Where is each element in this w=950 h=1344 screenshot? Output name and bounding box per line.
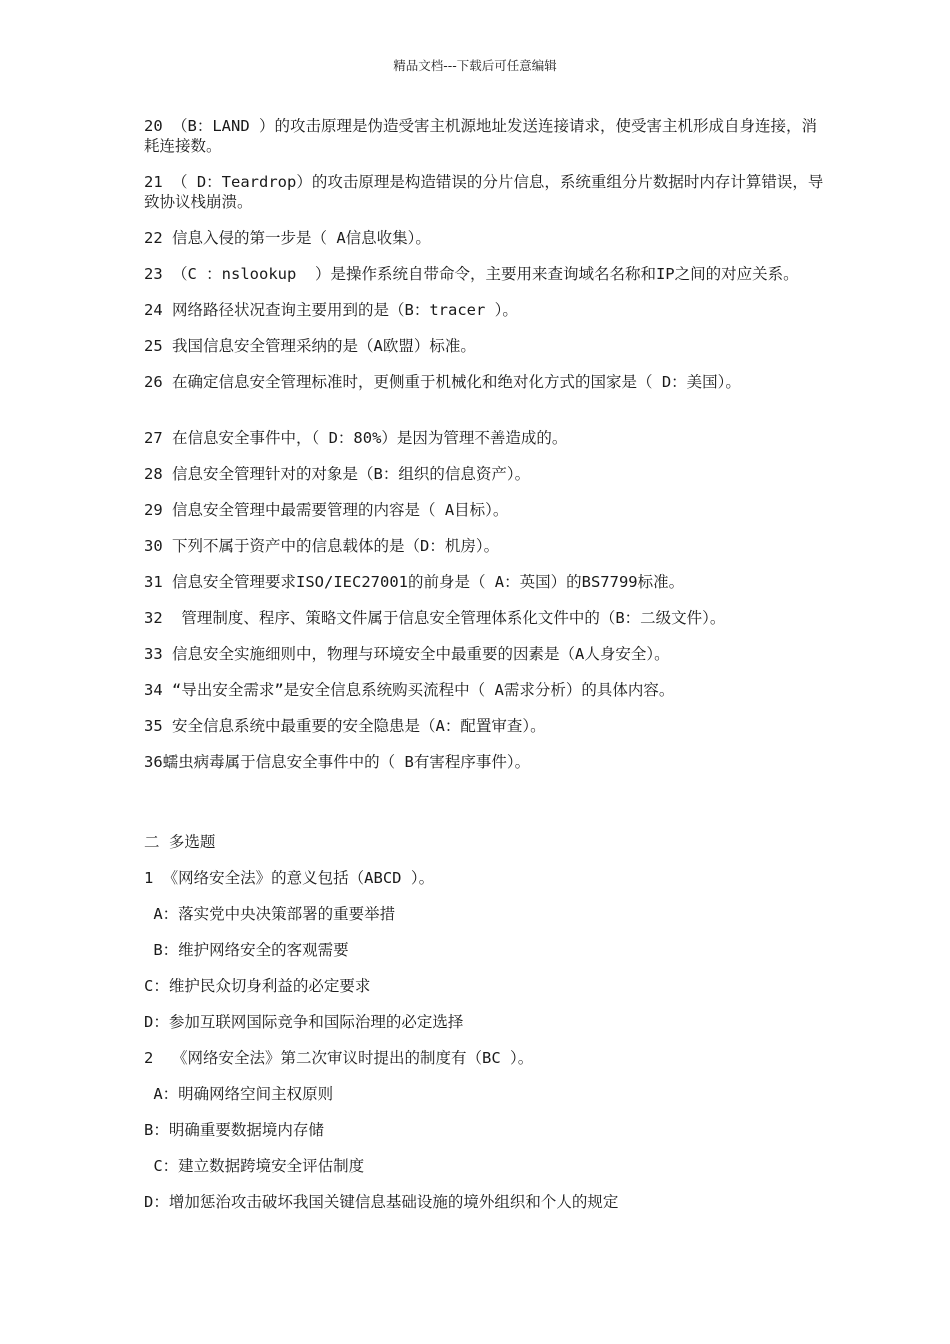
question-33: 33 信息安全实施细则中，物理与环境安全中最重要的因素是（A人身安全）。 xyxy=(144,645,670,663)
question-28: 28 信息安全管理针对的对象是（B：组织的信息资产）。 xyxy=(144,465,531,483)
question-35: 35 安全信息系统中最重要的安全隐患是（A：配置审查）。 xyxy=(144,717,546,735)
section-title-multi-choice: 二 多选题 xyxy=(144,833,216,851)
question-31: 31 信息安全管理要求ISO/IEC27001的前身是（ A：英国）的BS7799标准。 xyxy=(144,573,685,591)
question-20: 20 （B：LAND ）的攻击原理是伪造受害主机源地址发送连接请求，使受害主机形成自身连接，消耗连接数。 xyxy=(144,117,817,155)
multi-question-2-option-d: D：增加惩治攻击破坏我国关键信息基础设施的境外组织和个人的规定 xyxy=(144,1193,619,1211)
question-21: 21 （ D：Teardrop）的攻击原理是构造错误的分片信息，系统重组分片数据时内存计算错误，导致协议栈崩溃。 xyxy=(144,173,824,211)
question-29: 29 信息安全管理中最需要管理的内容是（ A目标）。 xyxy=(144,501,509,519)
multi-question-2-option-c: C：建立数据跨境安全评估制度 xyxy=(144,1157,365,1175)
page-header: 精品文档---下载后可任意编辑 xyxy=(393,58,557,73)
question-34: 34 “导出安全需求”是安全信息系统购买流程中（ A需求分析）的具体内容。 xyxy=(144,681,675,699)
question-32: 32 管理制度、程序、策略文件属于信息安全管理体系化文件中的（B：二级文件）。 xyxy=(144,609,726,627)
multi-question-1-option-c: C：维护民众切身利益的必定要求 xyxy=(144,977,371,995)
question-30: 30 下列不属于资产中的信息载体的是（D：机房）。 xyxy=(144,537,500,555)
multi-question-2-option-a: A：明确网络空间主权原则 xyxy=(144,1085,334,1103)
question-25: 25 我国信息安全管理采纳的是（A欧盟）标准。 xyxy=(144,337,476,355)
multi-question-1-stem: 1 《网络安全法》的意义包括（ABCD ）。 xyxy=(144,869,435,887)
multi-question-1-option-b: B：维护网络安全的客观需要 xyxy=(144,941,349,959)
multi-question-1-option-a: A：落实党中央决策部署的重要举措 xyxy=(144,905,396,923)
question-23: 23 （C ：nslookup ）是操作系统自带命令，主要用来查询域名名称和IP之间的对应关系。 xyxy=(144,265,799,283)
question-26: 26 在确定信息安全管理标准时，更侧重于机械化和绝对化方式的国家是（ D：美国）。 xyxy=(144,373,741,391)
question-36: 36蠕虫病毒属于信息安全事件中的（ B有害程序事件）。 xyxy=(144,753,531,771)
question-22: 22 信息入侵的第一步是（ A信息收集）。 xyxy=(144,229,431,247)
question-24: 24 网络路径状况查询主要用到的是（B：tracer ）。 xyxy=(144,301,518,319)
question-27: 27 在信息安全事件中，（ D：80%）是因为管理不善造成的。 xyxy=(144,429,568,447)
multi-question-2-stem: 2 《网络安全法》第二次审议时提出的制度有（BC ）。 xyxy=(144,1049,534,1067)
multi-question-2-option-b: B：明确重要数据境内存储 xyxy=(144,1121,324,1139)
multi-question-1-option-d: D：参加互联网国际竞争和国际治理的必定选择 xyxy=(144,1013,464,1031)
document-body xyxy=(144,116,824,1228)
